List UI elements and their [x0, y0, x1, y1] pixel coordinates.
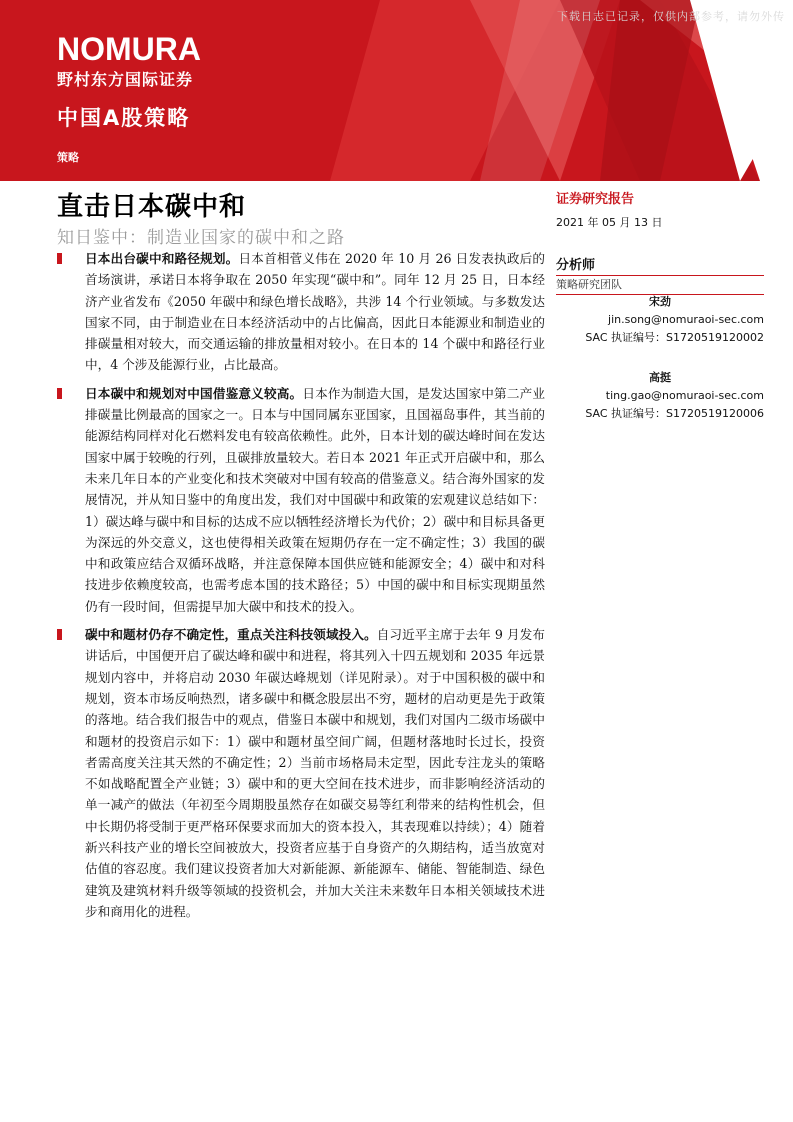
section-1: [57, 248, 545, 376]
report-date: 2021 年 05 月 13 日: [556, 216, 663, 229]
analyst-email[interactable]: ting.gao@nomuraoi-sec.com: [605, 389, 764, 402]
report-title: 直击日本碳中和: [57, 192, 247, 222]
analyst-email[interactable]: jin.song@nomuraoi-sec.com: [608, 313, 764, 326]
section-3-lead: 碳中和题材仍存不确定性，重点关注科技领域投入。: [85, 627, 377, 643]
section-2: [57, 383, 545, 617]
analyst-heading: 分析师: [556, 254, 764, 276]
company-name-cn: 野村东方国际证券: [57, 70, 194, 89]
report-type: 证券研究报告: [556, 192, 635, 207]
section-3: [57, 624, 545, 922]
analyst-cert: SAC 执证编号：S1720519120002: [585, 331, 764, 344]
banner-graphic: [0, 0, 793, 181]
category-label: 策略: [57, 151, 79, 164]
bullet-marker: [57, 388, 62, 399]
analyst-card: [556, 369, 764, 423]
analyst-cert: SAC 执证编号：S1720519120006: [585, 407, 764, 420]
analyst-name: 高挺: [649, 371, 671, 384]
header-banner: [0, 0, 793, 181]
report-body: [57, 248, 545, 929]
section-2-lead: 日本碳中和规划对中国借鉴意义较高。: [85, 385, 303, 401]
analyst-card: [556, 293, 764, 347]
section-1-lead: 日本出台碳中和路径规划。: [85, 251, 239, 266]
series-title: 中国A股策略: [57, 106, 191, 130]
section-3-body: 自习近平主席于去年 9 月发布讲话后，中国便开启了碳达峰和碳中和进程，将其列入十四五规划和 2035 年远景规划内容中，并将启动 2030 年碳达峰规划（详见附录）。对于中国积极的碳中和规划，资本市场反响热烈，诸多碳中和概念股层出不穷，题材的启动更是先于政策的落地。结合我们报告中的观点，借鉴日本碳中和规划，我们对国内二级市场碳中和题材的投资启示如下：1）碳中和题材虽空间广阔，但题材落地时长过长，投资者需高度关注其天然的不确定性；2）当前市场格局未定型，因此专注龙头的策略不如战略配置全产业链；3）碳中和的更大空间在技术进步，而非影响经济活动的单一减产的做法（年初至今周期股虽然存在如碳交易等红利带来的结构性机会，但中长期仍将受制于更严格环保要求而加大的资本投入，其表现难以持续）；4）随着新兴科技产业的增长空间被放大，投资者应基于自身资产的久期结构，适当放宽对估值的容忍度。我们建议投资者加大对新能源、新能源车、储能、智能制造、绿色建筑及建筑材料升级等领域的投资机会，并加大关注未来数年日本相关领域技术进步和商用化的进程。: [85, 627, 545, 919]
bullet-marker: [57, 253, 62, 264]
section-2-body: 日本作为制造大国，是发达国家中第二产业排碳量比例最高的国家之一。日本与中国同属东亚国家，且国福岛事件，其当前的能源结构同样对化石燃料发电有较高依赖性。此外，日本计划的碳达峰时间在发达国家中属于较晚的行列，且碳排放量较大。若日本 2021 年正式开启碳中和，那么未来几年日本的产业变化和技术突破对中国有较高的借鉴意义。结合海外国家的发展情况，并从知日鉴中的角度出发，我们对中国碳中和政策的宏观建议总结如下：1）碳达峰与碳中和目标的达成不应以牺牲经济增长为代价；2）碳中和目标具备更为深远的外交意义，这也使得相关政策在短期仍存在一定不确定性；3）我国的碳中和政策应结合双循环战略，并注意保障本国供应链和能源安全；4）碳中和对科技进步依赖度较高，也需考虑本国的技术路径；5）中国的碳中和目标实现期虽然仍有一段时间，但需提早加大碳中和技术的投入。: [85, 385, 546, 614]
watermark: 下载日志已记录，仅供内部参考，请勿外传: [557, 10, 785, 23]
report-subtitle: 知日鉴中：制造业国家的碳中和之路: [57, 228, 345, 248]
section-1-body: 日本首相菅义伟在 2020 年 10 月 26 日发表执政后的首场演讲，承诺日本将争取在 2050 年实现“碳中和”。同年 12 月 25 日，日本经济产业省发布《2050 年碳中和绿色增长战略》，共涉 14 个行业领域。与多数发达国家不同，由于制造业在日本经济活动中的占比偏高，因此日本能源业和制造业的排碳量相对较大，而交通运输的排放量相对较小。在日本的 14 个碳中和路径行业中，4 个涉及能源行业，占比最高。: [85, 251, 546, 373]
analyst-team: 策略研究团队: [556, 276, 764, 295]
bullet-marker: [57, 629, 62, 640]
nomura-logo: NOMURA: [57, 31, 201, 67]
analyst-name: 宋劲: [649, 295, 671, 308]
